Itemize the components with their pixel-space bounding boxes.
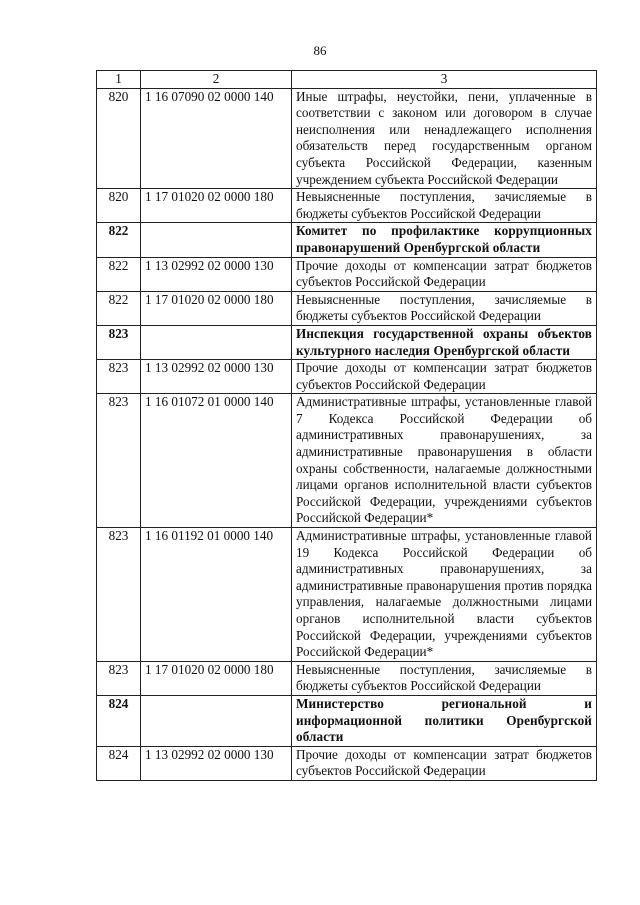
budget-codes-table — [96, 70, 597, 781]
admin-code-cell: 824 — [97, 695, 141, 746]
revenue-code-cell: 1 16 01192 01 0000 140 — [141, 528, 292, 662]
table-row — [97, 291, 597, 325]
admin-code-cell: 823 — [97, 325, 141, 359]
admin-code-cell: 824 — [97, 746, 141, 780]
description-cell: Инспекция государственной охраны объектов культурного наследия Оренбургской области — [292, 325, 597, 359]
revenue-code-cell: 1 17 01020 02 0000 180 — [141, 189, 292, 223]
revenue-code-cell — [141, 695, 292, 746]
revenue-code-cell: 1 13 02992 02 0000 130 — [141, 257, 292, 291]
description-cell: Комитет по профилактике коррупционных правонарушений Оренбургской области — [292, 223, 597, 257]
table-row — [97, 661, 597, 695]
admin-code-cell: 823 — [97, 661, 141, 695]
admin-code-cell: 822 — [97, 257, 141, 291]
table-row — [97, 746, 597, 780]
description-cell: Прочие доходы от компенсации затрат бюджетов субъектов Российской Федерации — [292, 746, 597, 780]
admin-code-cell: 820 — [97, 88, 141, 189]
table-row — [97, 189, 597, 223]
column-header-1: 1 — [97, 71, 141, 89]
admin-code-cell: 823 — [97, 394, 141, 528]
table-row — [97, 257, 597, 291]
revenue-code-cell: 1 17 01020 02 0000 180 — [141, 661, 292, 695]
page-number: 86 — [313, 43, 327, 58]
revenue-code-cell: 1 16 01072 01 0000 140 — [141, 394, 292, 528]
description-cell: Административные штрафы, установленные главой 19 Кодекса Российской Федерации об административных правонарушениях, за административные правонарушения против порядка управления, налагаемые должностными лицами органов исполнительной власти субъектов Российской Федерации, учреждениями субъектов Российской Федерации* — [292, 528, 597, 662]
description-cell: Министерство региональной и информационной политики Оренбургской области — [292, 695, 597, 746]
table-body — [97, 88, 597, 780]
table-row — [97, 360, 597, 394]
admin-code-cell: 823 — [97, 360, 141, 394]
revenue-code-cell — [141, 223, 292, 257]
table-row-agency — [97, 325, 597, 359]
revenue-code-cell: 1 13 02992 02 0000 130 — [141, 360, 292, 394]
revenue-code-cell — [141, 325, 292, 359]
admin-code-cell: 820 — [97, 189, 141, 223]
description-cell: Невыясненные поступления, зачисляемые в бюджеты субъектов Российской Федерации — [292, 291, 597, 325]
description-cell: Невыясненные поступления, зачисляемые в бюджеты субъектов Российской Федерации — [292, 189, 597, 223]
column-header-3: 3 — [292, 71, 597, 89]
table-row-agency — [97, 695, 597, 746]
table-row — [97, 528, 597, 662]
description-cell: Административные штрафы, установленные главой 7 Кодекса Российской Федерации об административных правонарушениях, за административные правонарушения в области охраны собственности, налагаемые должностными лицами органов исполнительной власти субъектов Российской Федерации, учреждениями субъектов Российской Федерации* — [292, 394, 597, 528]
table-row — [97, 394, 597, 528]
column-header-2: 2 — [141, 71, 292, 89]
table-row-agency — [97, 223, 597, 257]
admin-code-cell: 822 — [97, 223, 141, 257]
table-column-header-row — [97, 71, 597, 89]
description-cell: Прочие доходы от компенсации затрат бюджетов субъектов Российской Федерации — [292, 360, 597, 394]
description-cell: Невыясненные поступления, зачисляемые в бюджеты субъектов Российской Федерации — [292, 661, 597, 695]
description-cell: Иные штрафы, неустойки, пени, уплаченные в соответствии с законом или договором в случае неисполнения или ненадлежащего исполнения обязательств перед государственным органом субъекта Российской Федерации, казенным учреждением субъекта Российской Федерации — [292, 88, 597, 189]
admin-code-cell: 823 — [97, 528, 141, 662]
revenue-code-cell: 1 16 07090 02 0000 140 — [141, 88, 292, 189]
revenue-code-cell: 1 17 01020 02 0000 180 — [141, 291, 292, 325]
description-cell: Прочие доходы от компенсации затрат бюджетов субъектов Российской Федерации — [292, 257, 597, 291]
revenue-code-cell: 1 13 02992 02 0000 130 — [141, 746, 292, 780]
table-row — [97, 88, 597, 189]
admin-code-cell: 822 — [97, 291, 141, 325]
